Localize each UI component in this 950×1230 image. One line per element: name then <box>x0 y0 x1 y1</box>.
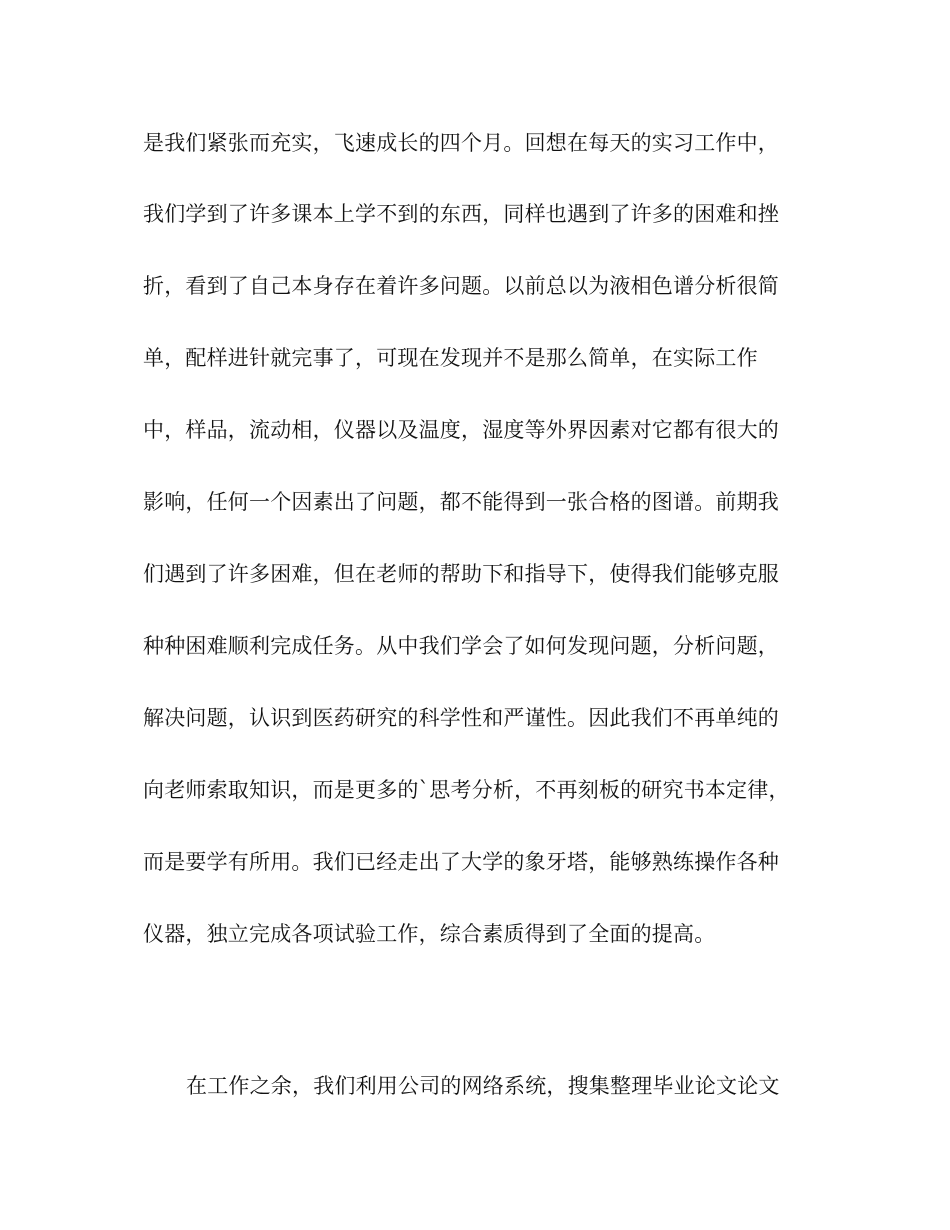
paragraph-1-line-8: 种种困难顺利完成任务。从中我们学会了如何发现问题，分析问题， <box>143 634 779 658</box>
paragraph-1-line-7: 们遇到了许多困难，但在老师的帮助下和指导下，使得我们能够克服 <box>143 562 779 586</box>
paragraph-1-line-3: 折，看到了自己本身存在着许多问题。以前总以为液相色谱分析很简 <box>143 274 779 298</box>
paragraph-2-line-1: 在工作之余，我们利用公司的网络系统，搜集整理毕业论文论文 <box>186 1074 780 1098</box>
paragraph-1-line-4: 单，配样进针就完事了，可现在发现并不是那么简单，在实际工作 <box>143 346 758 370</box>
paragraph-1-line-5: 中，样品，流动相，仪器以及温度，湿度等外界因素对它都有很大的 <box>143 418 779 442</box>
paragraph-1-line-1: 是我们紧张而充实，飞速成长的四个月。回想在每天的实习工作中， <box>143 131 779 155</box>
paragraph-1-line-6: 影响，任何一个因素出了问题，都不能得到一张合格的图谱。前期我 <box>143 490 779 514</box>
paragraph-1-line-2: 我们学到了许多课本上学不到的东西，同样也遇到了许多的困难和挫 <box>143 202 779 226</box>
paragraph-1-line-12: 仪器，独立完成各项试验工作，综合素质得到了全面的提高。 <box>143 922 716 946</box>
paragraph-1-line-11: 而是要学有所用。我们已经走出了大学的象牙塔，能够熟练操作各种 <box>143 850 779 874</box>
paragraph-1-line-9: 解决问题，认识到医药研究的科学性和严谨性。因此我们不再单纯的 <box>143 706 779 730</box>
paragraph-1-line-10: 向老师索取知识，而是更多的`思考分析，不再刻板的研究书本定律， <box>143 778 790 802</box>
